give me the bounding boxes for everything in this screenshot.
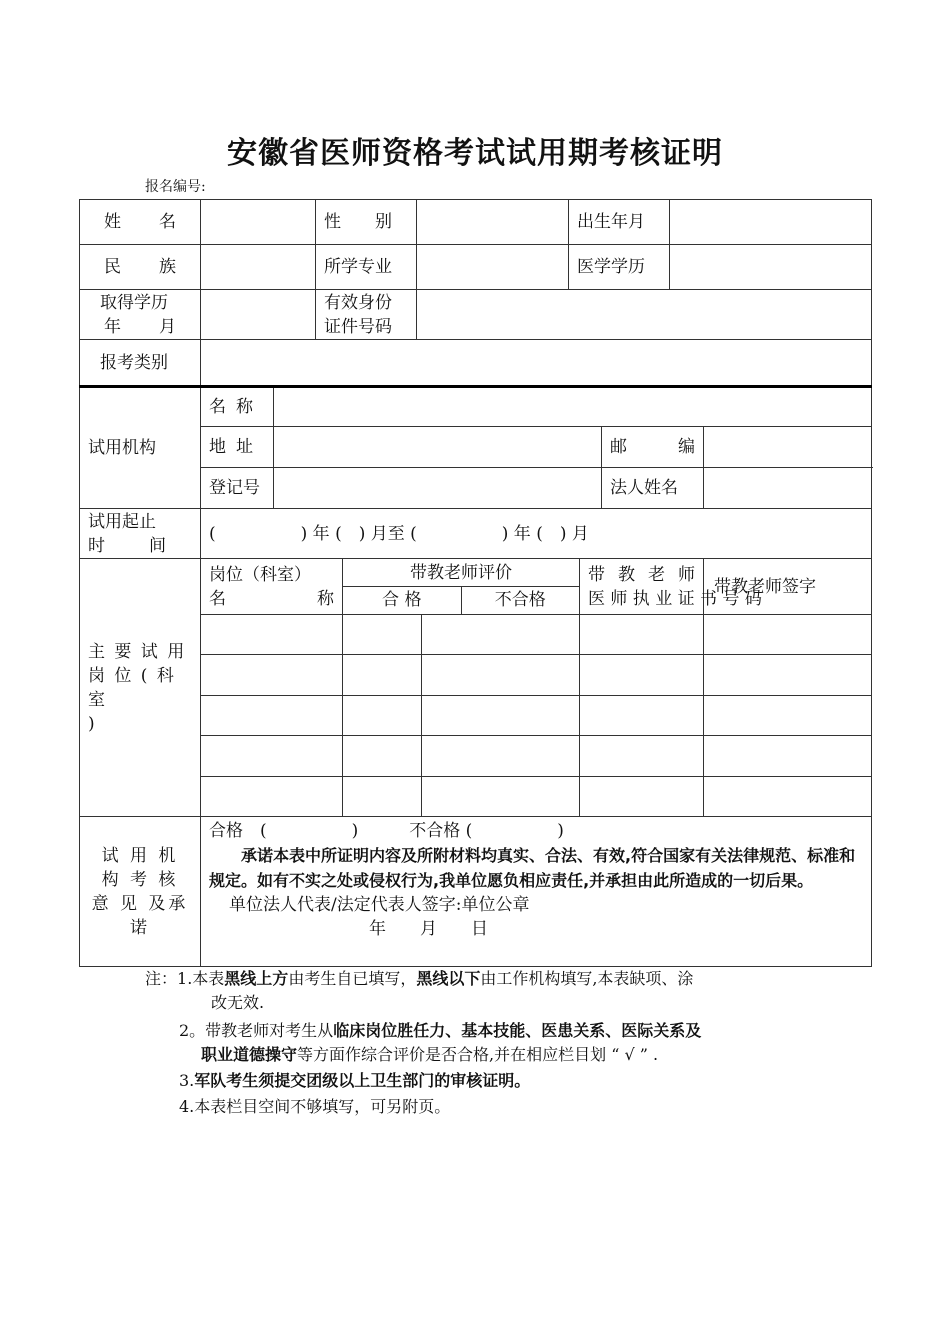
- note-4: 4.本表栏目空间不够填写，可另附页。: [179, 1097, 451, 1116]
- main-post-label: 主 要 试 用 岗 位 ( 科 室 ): [80, 559, 201, 817]
- post-name-header: 岗位（科室） 名 称: [201, 559, 343, 615]
- sign-cell[interactable]: [704, 736, 872, 777]
- degree-field[interactable]: [670, 245, 872, 290]
- opinion-field[interactable]: [201, 817, 872, 967]
- legal-person-label: 法人姓名: [602, 468, 704, 509]
- sign-cell[interactable]: [704, 655, 872, 696]
- registration-field[interactable]: [274, 468, 602, 509]
- legal-person-field[interactable]: [704, 468, 872, 509]
- id-field[interactable]: [417, 290, 872, 340]
- cert-cell[interactable]: [580, 777, 704, 817]
- teacher-cert-header: 带 教 老 师 医 师 执 业 证 书 号 码: [580, 559, 704, 615]
- teacher-eval-title: 带教老师评价: [343, 560, 579, 587]
- org-name-field[interactable]: [274, 387, 872, 427]
- gender-label: 性 别: [316, 200, 417, 245]
- date-line: 年 月 日: [369, 919, 488, 939]
- page-title: 安徽省医师资格考试试用期考核证明: [227, 136, 723, 171]
- id-label: 有效身份 证件号码: [316, 290, 417, 340]
- pass-cell[interactable]: [343, 655, 422, 696]
- pass-cell[interactable]: [343, 615, 422, 655]
- note-2-cont: 职业道德操守等方面作综合评价是否合格,并在相应栏目划 “ √ ” .: [201, 1045, 659, 1064]
- note-1: 注：1.本表黑线上方由考生自已填写，黑线以下由工作机构填写,本表缺项、涂: [145, 969, 694, 988]
- edu-date-label: 取得学历 年 月: [80, 290, 201, 340]
- exam-type-label: 报考类别: [80, 340, 201, 386]
- pass-header: 合 格: [343, 587, 461, 614]
- name-label: 姓 名: [80, 200, 201, 245]
- ethnic-label: 民 族: [80, 245, 201, 290]
- name-field[interactable]: [201, 200, 316, 245]
- pass-cell[interactable]: [343, 696, 422, 736]
- registration-label: 登记号: [201, 468, 274, 509]
- cert-cell[interactable]: [580, 615, 704, 655]
- degree-label: 医学学历: [569, 245, 670, 290]
- organization-table: [79, 385, 872, 967]
- teacher-sign-header: 带教老师签字: [704, 559, 872, 615]
- post-cell[interactable]: [201, 777, 343, 817]
- edu-date-field[interactable]: [201, 290, 316, 340]
- major-label: 所学专业: [316, 245, 417, 290]
- sign-cell[interactable]: [704, 696, 872, 736]
- opinion-label: 试 用 机 构 考 核 意 见 及承诺: [80, 817, 201, 967]
- ethnic-field[interactable]: [201, 245, 316, 290]
- cert-cell[interactable]: [580, 696, 704, 736]
- note-3: 3.军队考生须提交团级以上卫生部门的审核证明。: [179, 1071, 531, 1090]
- post-cell[interactable]: [201, 736, 343, 777]
- sign-cell[interactable]: [704, 615, 872, 655]
- cert-cell[interactable]: [580, 736, 704, 777]
- fail-cell[interactable]: [422, 615, 580, 655]
- org-address-label: 地 址: [201, 427, 274, 468]
- postcode-field[interactable]: [704, 427, 872, 468]
- fail-cell[interactable]: [422, 736, 580, 777]
- post-cell[interactable]: [201, 655, 343, 696]
- post-cell[interactable]: [201, 696, 343, 736]
- gender-field[interactable]: [417, 200, 569, 245]
- exam-type-field[interactable]: [201, 340, 872, 386]
- org-name-label: 名 称: [201, 387, 274, 427]
- org-address-field[interactable]: [274, 427, 602, 468]
- postcode-label: 邮 编: [602, 427, 704, 468]
- note-2: 2。带教老师对考生从临床岗位胜任力、基本技能、医患关系、医际关系及: [179, 1021, 702, 1040]
- pass-cell[interactable]: [343, 736, 422, 777]
- birth-field[interactable]: [670, 200, 872, 245]
- fail-cell[interactable]: [422, 655, 580, 696]
- period-label: 试用起止 时 间: [80, 509, 201, 559]
- post-cell[interactable]: [201, 615, 343, 655]
- opinion-result: 合格 ( ) 不合格 ( ): [209, 821, 564, 841]
- fail-cell[interactable]: [422, 696, 580, 736]
- registration-number-label: 报名编号:: [145, 179, 206, 195]
- notes: [145, 967, 825, 1119]
- sign-cell[interactable]: [704, 777, 872, 817]
- period-field[interactable]: ( ) 年 ( ) 月至 ( ) 年 ( ) 月: [201, 509, 872, 559]
- pass-cell[interactable]: [343, 777, 422, 817]
- promise-text: 承诺本表中所证明内容及所附材料均真实、合法、有效,符合国家有关法律规范、标准和规定。如有不实之处或侵权行为,我单位愿负相应责任,并承担由此所造成的一切后果。: [209, 846, 856, 890]
- major-field[interactable]: [417, 245, 569, 290]
- org-label: 试用机构: [80, 387, 201, 509]
- teacher-eval-header: [343, 559, 580, 615]
- signature-line: 单位法人代表/法定代表人签字:单位公章: [229, 895, 530, 915]
- birth-label: 出生年月: [569, 200, 670, 245]
- candidate-info-table: [79, 199, 872, 386]
- note-1-cont: 改无效.: [211, 993, 265, 1012]
- fail-cell[interactable]: [422, 777, 580, 817]
- cert-cell[interactable]: [580, 655, 704, 696]
- fail-header: 不合格: [494, 590, 546, 611]
